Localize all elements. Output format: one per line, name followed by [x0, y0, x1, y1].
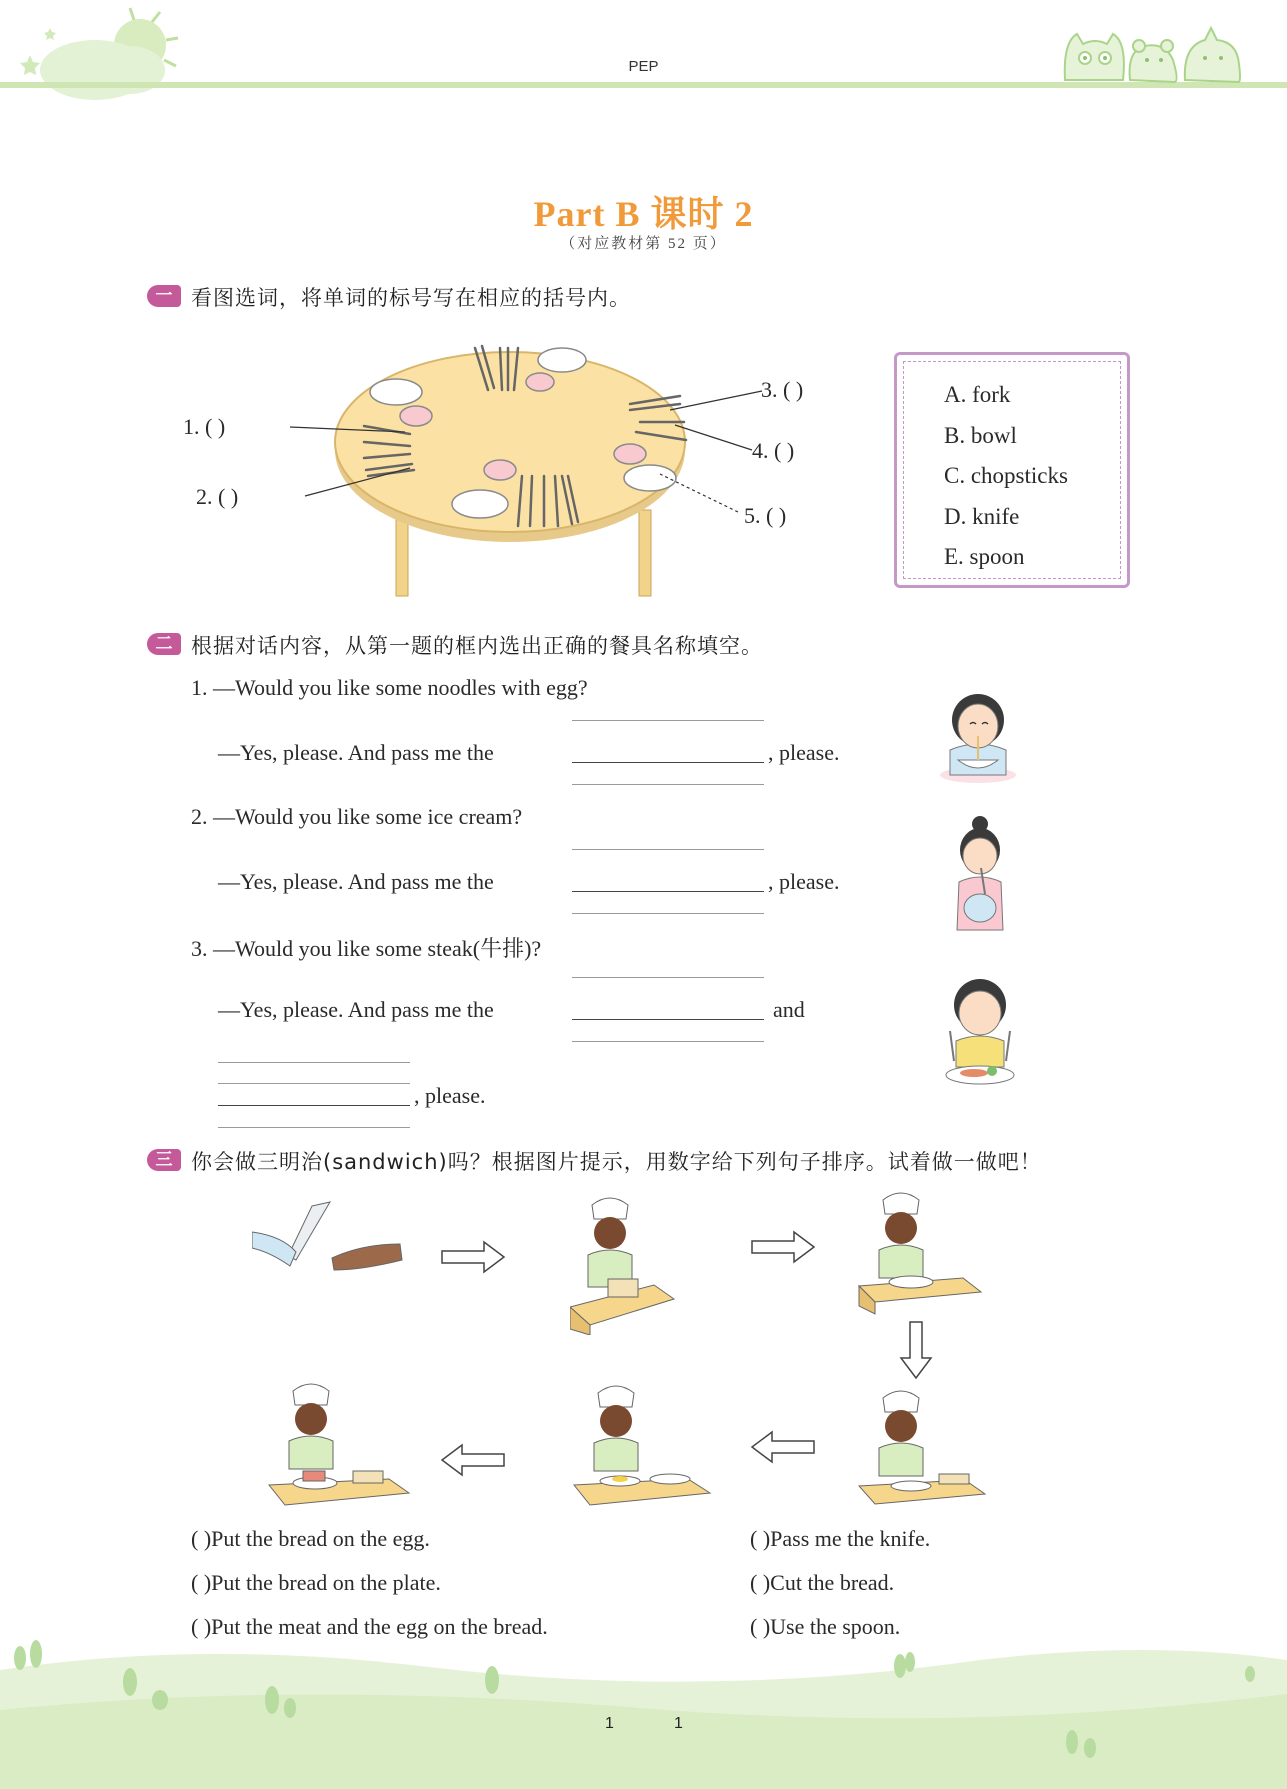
- q3-answer-line-2[interactable]: [218, 1105, 410, 1106]
- arrow-left-2: [440, 1443, 506, 1477]
- sentence-left-2[interactable]: ( )Put the bread on the plate.: [191, 1570, 441, 1595]
- girl-ice-cream-illustration: [945, 812, 1015, 937]
- q2-question: 2. —Would you like some ice cream?: [191, 804, 523, 829]
- q2-answer-prefix: —Yes, please. And pass me the: [218, 869, 494, 894]
- q3-guide-top-2: [218, 1062, 410, 1063]
- q3-answer-prefix: —Yes, please. And pass me the: [218, 997, 494, 1022]
- sentence-right-3[interactable]: ( )Use the spoon.: [750, 1614, 901, 1639]
- q3-guide-top: [572, 977, 764, 978]
- section-2-badge: 二: [147, 633, 181, 655]
- q1-answer-prefix: —Yes, please. And pass me the: [218, 740, 494, 765]
- word-options-box: [894, 352, 1130, 588]
- section-3-badge: 三: [147, 1149, 181, 1171]
- section-1-badge: 一: [147, 285, 181, 307]
- section-2-instruction: 根据对话内容，从第一题的框内选出正确的餐具名称填空。: [191, 634, 763, 658]
- q3-answer-suffix: , please.: [414, 1083, 486, 1108]
- sentence-left-3[interactable]: ( )Put the meat and the egg on the bread.: [191, 1614, 548, 1639]
- q1-question: 1. —Would you like some noodles with egg?: [191, 675, 588, 700]
- step-chef-bread-plate-illustration: [855, 1190, 985, 1315]
- q2-guide-top: [572, 849, 764, 850]
- option-d: D. knife: [944, 504, 1020, 529]
- page-number-left: 1: [605, 1715, 614, 1732]
- sentence-right-1[interactable]: ( )Pass me the knife.: [750, 1526, 931, 1551]
- step-hands-knife-illustration: [252, 1200, 407, 1280]
- boy-steak-illustration: [940, 975, 1020, 1090]
- arrow-left-1: [750, 1430, 816, 1464]
- q3-guide-mid-2: [218, 1083, 410, 1084]
- page-title: Part B 课时 2: [533, 194, 754, 234]
- option-e: E. spoon: [944, 544, 1025, 569]
- q3-answer-line-1[interactable]: [572, 1019, 764, 1020]
- blank-4[interactable]: 4. ( ): [752, 438, 795, 463]
- option-a: A. fork: [944, 382, 1011, 407]
- q1-answer-suffix: , please.: [768, 740, 840, 765]
- q1-answer-line[interactable]: [572, 762, 764, 763]
- girl-noodles-illustration: [938, 680, 1018, 785]
- step-chef-spoon-illustration: [855, 1390, 995, 1510]
- q2-guide-bottom: [572, 913, 764, 914]
- arrow-down: [899, 1320, 933, 1380]
- page-number-right: 1: [674, 1715, 683, 1732]
- header-label: PEP: [628, 58, 659, 75]
- footer-hills-decoration: [0, 1630, 1287, 1789]
- sentence-right-2[interactable]: ( )Cut the bread.: [750, 1570, 895, 1595]
- q2-answer-suffix: , please.: [768, 869, 840, 894]
- step-chef-cut-bread-illustration: [570, 1195, 675, 1335]
- blank-3[interactable]: 3. ( ): [761, 377, 804, 402]
- blank-1[interactable]: 1. ( ): [183, 414, 226, 439]
- blank-5[interactable]: 5. ( ): [744, 503, 787, 528]
- step-chef-meat-egg-illustration: [570, 1385, 715, 1510]
- arrow-right-2: [750, 1230, 816, 1264]
- word-options-inner: [903, 361, 1121, 579]
- q3-question: 3. —Would you like some steak(牛排)?: [191, 936, 542, 961]
- section-3-instruction: 你会做三明治(sandwich)吗？根据图片提示，用数字给下列句子排序。试着做一做吧！: [191, 1150, 1042, 1174]
- arrow-right-1: [440, 1240, 506, 1274]
- blank-2[interactable]: 2. ( ): [196, 484, 239, 509]
- option-c: C. chopsticks: [944, 463, 1068, 488]
- section-1-instruction: 看图选词，将单词的标号写在相应的括号内。: [191, 286, 631, 310]
- q3-guide-bottom: [572, 1041, 764, 1042]
- page-subtitle: （对应教材第 52 页）: [560, 236, 727, 252]
- q2-answer-line[interactable]: [572, 891, 764, 892]
- q3-answer-and: and: [773, 997, 805, 1022]
- sentence-left-1[interactable]: ( )Put the bread on the egg.: [191, 1526, 430, 1551]
- option-b: B. bowl: [944, 423, 1017, 448]
- q3-guide-bottom-2: [218, 1127, 410, 1128]
- step-chef-sandwich-illustration: [265, 1383, 415, 1510]
- q1-guide-top: [572, 720, 764, 721]
- q1-guide-bottom: [572, 784, 764, 785]
